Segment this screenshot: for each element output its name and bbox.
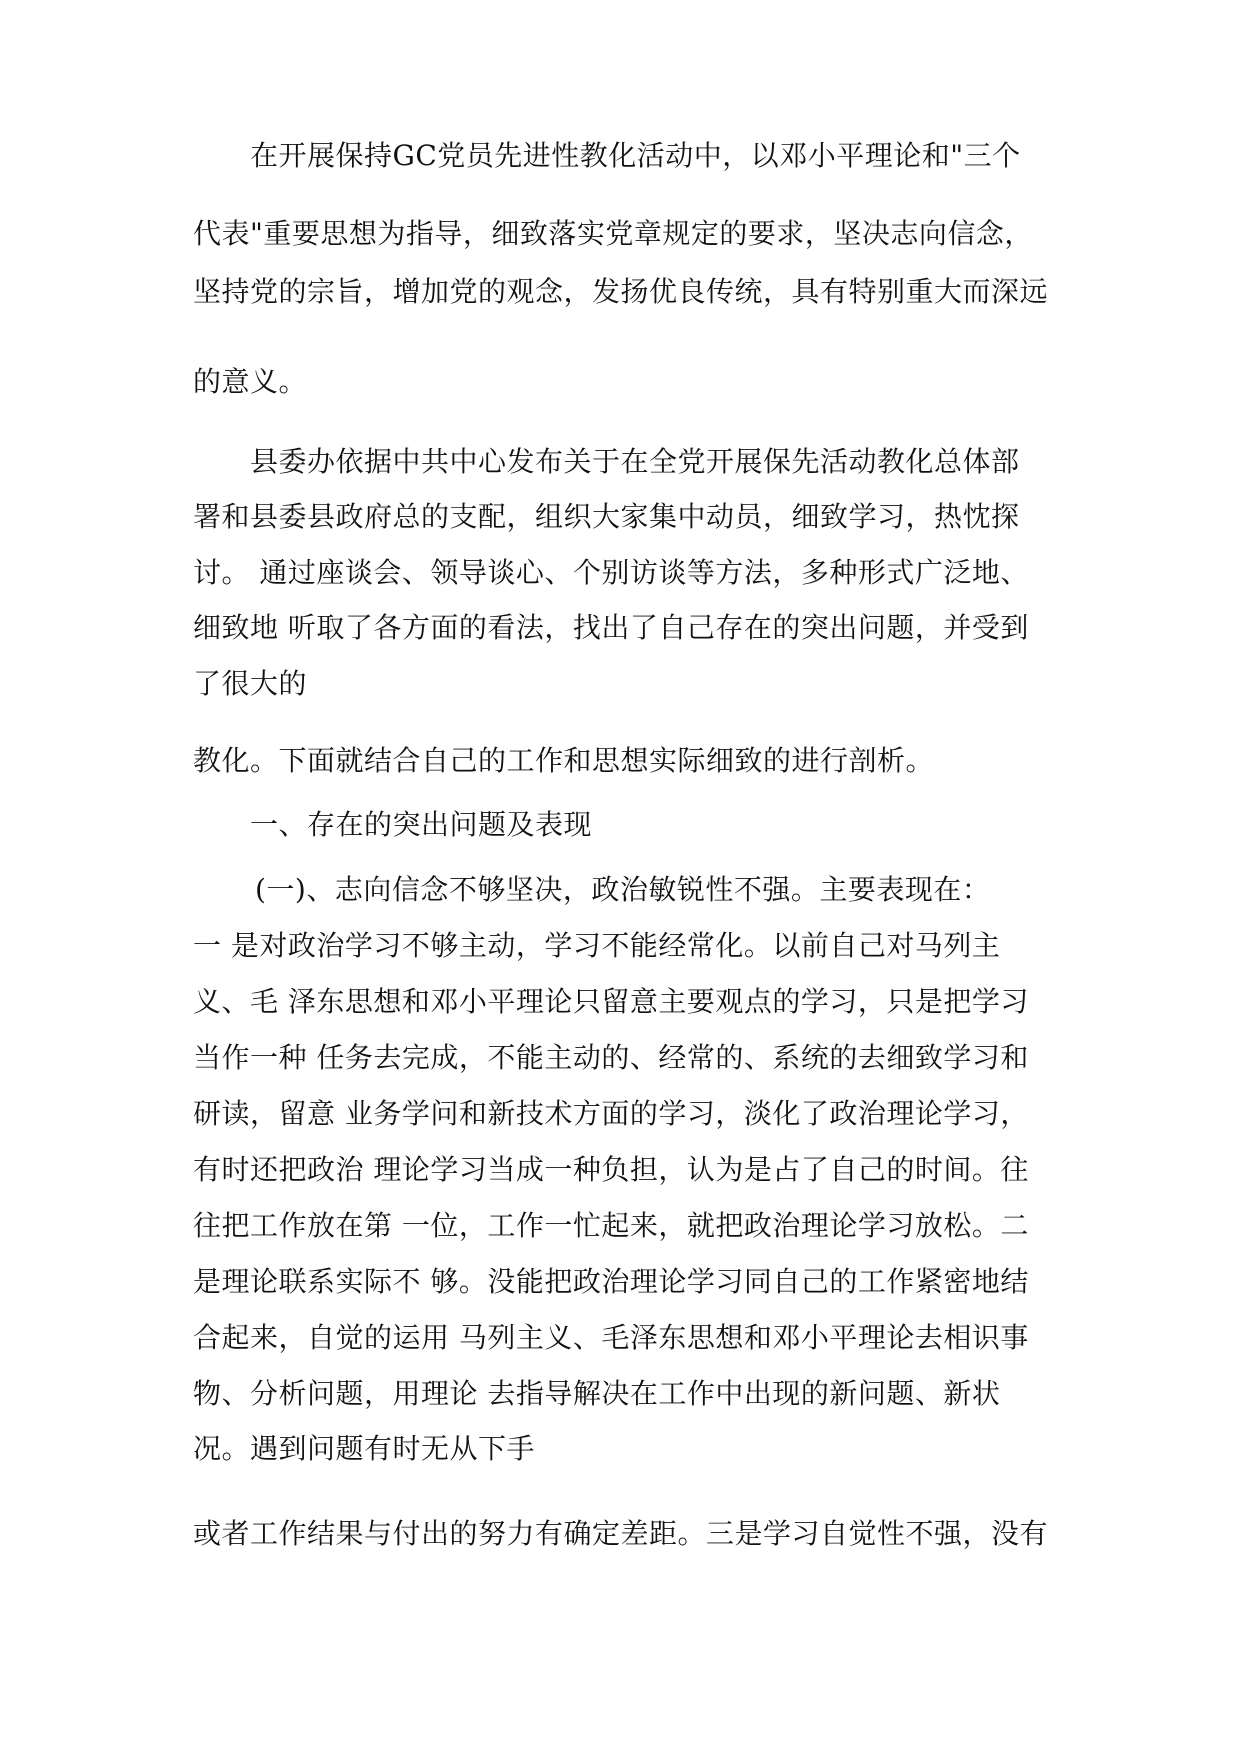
section-heading: 一、存在的突出问题及表现: [250, 808, 593, 841]
paragraph-3-line-2: 义、毛 泽东思想和邓小平理论只留意主要观点的学习，只是把学习: [193, 985, 1029, 1018]
paragraph-1-line-3: 坚持党的宗旨，增加党的观念，发扬优良传统，具有特别重大而深远: [193, 275, 1049, 308]
paragraph-2-line-3: 讨。 通过座谈会、领导谈心、个别访谈等方法，多种形式广泛地、: [193, 556, 1029, 589]
subsection-heading: (一)、志向信念不够坚决，政治敏锐性不强。主要表现在：: [255, 873, 991, 906]
paragraph-3-line-8: 合起来，自觉的运用 马列主义、毛泽东思想和邓小平理论去相识事: [193, 1321, 1029, 1354]
paragraph-2-line-6: 教化。下面就结合自己的工作和思想实际细致的进行剖析。: [193, 744, 935, 777]
paragraph-2-line-5: 了很大的: [193, 667, 308, 700]
paragraph-3-line-4: 研读，留意 业务学问和新技术方面的学习，淡化了政治理论学习，: [193, 1097, 1029, 1130]
paragraph-3-line-3: 当作一种 任务去完成，不能主动的、经常的、系统的去细致学习和: [193, 1041, 1029, 1074]
paragraph-2-line-1: 县委办依据中共中心发布关于在全党开展保先活动教化总体部: [250, 445, 1020, 478]
paragraph-3-line-1: 一 是对政治学习不够主动，学习不能经常化。以前自己对马列主: [193, 929, 1001, 962]
paragraph-3-line-7: 是理论联系实际不 够。没能把政治理论学习同自己的工作紧密地结: [193, 1265, 1029, 1298]
paragraph-3-line-6: 往把工作放在第 一位，工作一忙起来，就把政治理论学习放松。二: [193, 1209, 1029, 1242]
paragraph-3-line-9: 物、分析问题，用理论 去指导解决在工作中出现的新问题、新状: [193, 1377, 1001, 1410]
paragraph-2-line-2: 署和县委县政府总的支配，组织大家集中动员，细致学习，热忱探: [193, 500, 1020, 533]
paragraph-1-line-2: 代表"重要思想为指导，细致落实党章规定的要求，坚决志向信念，: [193, 217, 1033, 250]
paragraph-3-line-5: 有时还把政治 理论学习当成一种负担，认为是占了自己的时间。往: [193, 1153, 1029, 1186]
paragraph-2-line-4: 细致地 听取了各方面的看法，找出了自己存在的突出问题，并受到: [193, 611, 1029, 644]
paragraph-3-line-10: 况。遇到问题有时无从下手: [193, 1432, 536, 1465]
paragraph-1-line-1: 在开展保持GC党员先进性教化活动中，以邓小平理论和"三个: [250, 139, 1021, 172]
paragraph-1-line-4: 的意义。: [193, 365, 308, 398]
paragraph-3-line-11: 或者工作结果与付出的努力有确定差距。三是学习自觉性不强，没有: [193, 1517, 1049, 1550]
